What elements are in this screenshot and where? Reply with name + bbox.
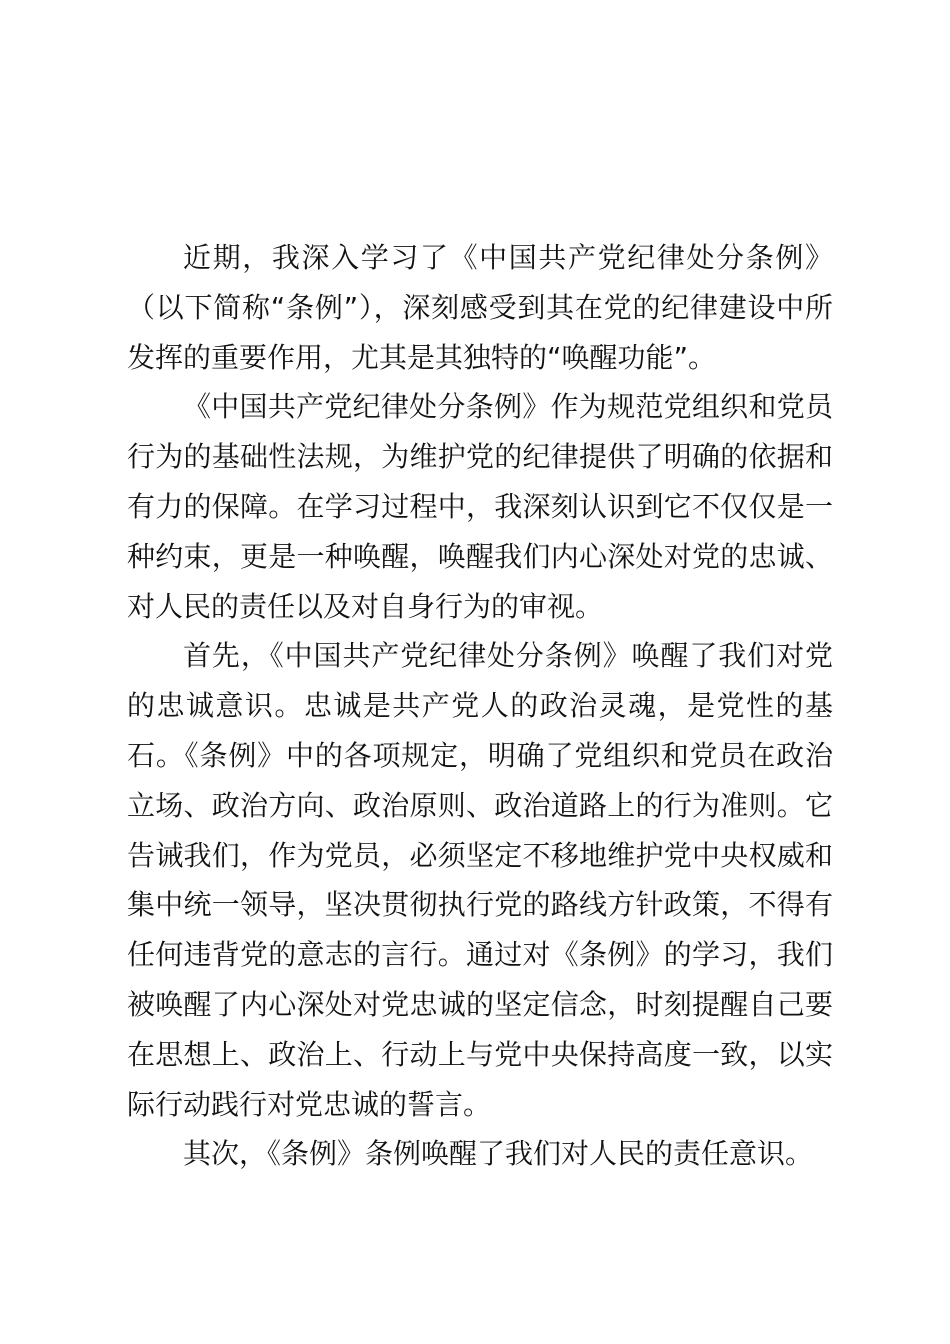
document-body bbox=[127, 233, 833, 1179]
paragraph-intro: 近期，我深入学习了《中国共产党纪律处分条例》（以下简称“条例”），深刻感受到其在党的纪律建设中所发挥的重要作用，尤其是其独特的“唤醒功能”。 bbox=[127, 241, 833, 374]
paragraph-loyalty: 首先，《中国共产党纪律处分条例》唤醒了我们对党的忠诚意识。忠诚是共产党人的政治灵魂，是党性的基石。《条例》中的各项规定，明确了党组织和党员在政治立场、政治方向、政治原则、政治道路上的行为准则。它告诫我们，作为党员，必须坚定不移地维护党中央权威和集中统一领导，坚决贯彻执行党的路线方针政策，不得有任何违背党的意志的言行。通过对《条例》的学习，我们被唤醒了内心深处对党忠诚的坚定信念，时刻提醒自己要在思想上、政治上、行动上与党中央保持高度一致，以实际行动践行对党忠诚的誓言。 bbox=[127, 639, 833, 1121]
paragraph-responsibility: 其次，《条例》条例唤醒了我们对人民的责任意识。 bbox=[183, 1137, 814, 1171]
paragraph-regulation-overview: 《中国共产党纪律处分条例》作为规范党组织和党员行为的基础性法规，为维护党的纪律提供了明确的依据和有力的保障。在学习过程中，我深刻认识到它不仅仅是一种约束，更是一种唤醒，唤醒我们内心深处对党的忠诚、对人民的责任以及对自身行为的审视。 bbox=[127, 390, 833, 623]
